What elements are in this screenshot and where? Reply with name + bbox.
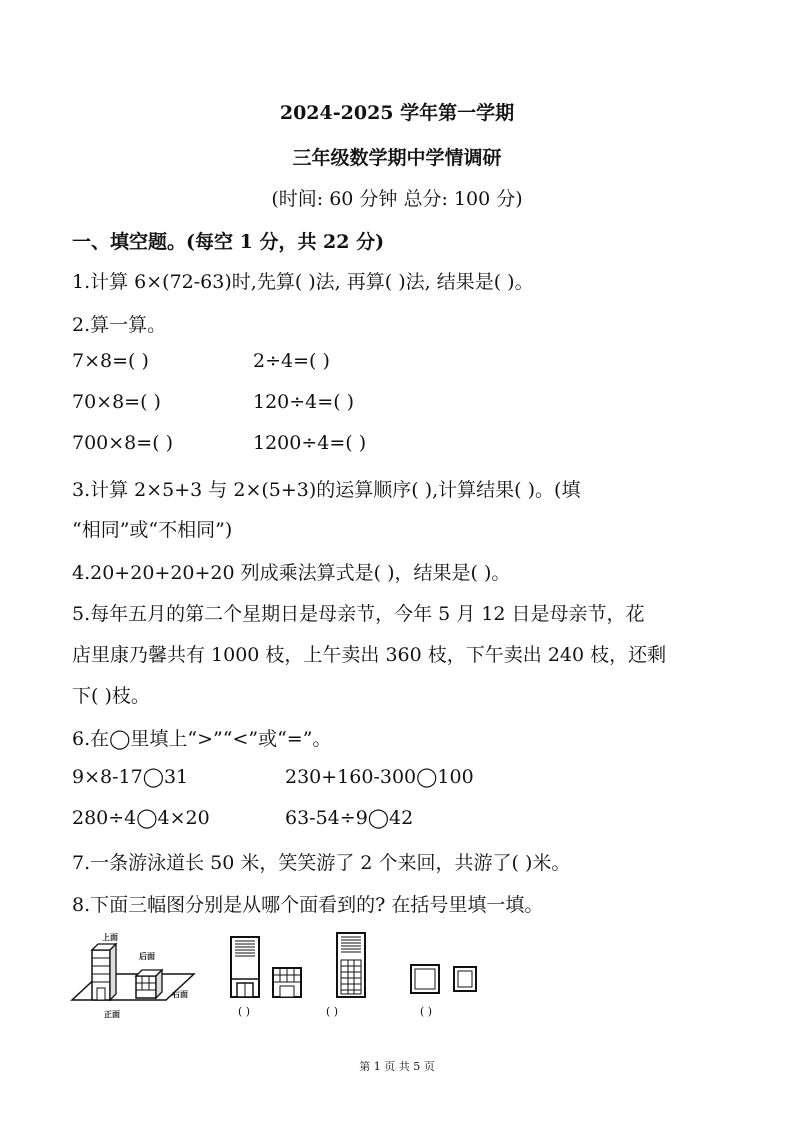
page-number: 第 1 页 共 5 页 (359, 1060, 435, 1073)
view-figure-2 (334, 930, 368, 1000)
question-8: 8.下面三幅图分别是从哪个面看到的? 在括号里填一填。 (72, 894, 544, 916)
exam-time-score: (时间: 60 分钟 总分: 100 分) (271, 188, 523, 210)
view-figure-3 (408, 962, 480, 996)
question-1: 1.计算 6×(72-63)时,先算( )法, 再算( )法, 结果是( )。 (72, 271, 534, 293)
question-4: 4.20+20+20+20 列成乘法算式是( )，结果是( )。 (72, 562, 511, 584)
q2-row-3-right: 1200÷4=( ) (253, 432, 367, 454)
question-7: 7.一条游泳道长 50 米，笑笑游了 2 个来回，共游了( )米。 (72, 852, 571, 874)
question-3-line-1: 3.计算 2×5+3 与 2×(5+3)的运算顺序( ),计算结果( )。(填 (72, 479, 581, 501)
question-6: 6.在◯里填上“>”“<”或“=”。 (72, 728, 332, 750)
label-top-face: 上面 (102, 932, 118, 942)
buildings-scene-figure (70, 928, 200, 1023)
q2-row-1-left: 7×8=( ) (72, 350, 149, 372)
q6-row-1-left: 9×8-17◯31 (72, 766, 189, 788)
exam-title-subject: 三年级数学期中学情调研 (292, 147, 502, 169)
question-5-line-1: 5.每年五月的第二个星期日是母亲节，今年 5 月 12 日是母亲节，花 (72, 603, 645, 625)
view-1-answer-blank: ( ) (238, 1005, 251, 1018)
q2-row-1-right: 2÷4=( ) (253, 350, 330, 372)
question-3-line-2: “相同”或“不相同”) (72, 519, 233, 541)
exam-title-year: 2024-2025 学年第一学期 (279, 102, 515, 124)
question-2: 2.算一算。 (72, 314, 167, 336)
q2-row-3-left: 700×8=( ) (72, 432, 174, 454)
question-5-line-3: 下( )枝。 (72, 685, 150, 707)
q6-row-2-right: 63-54÷9◯42 (285, 807, 414, 829)
section-heading-fill-blanks: 一、填空题。(每空 1 分，共 22 分) (72, 231, 385, 253)
q2-row-2-right: 120÷4=( ) (253, 391, 355, 413)
q6-row-2-left: 280÷4◯4×20 (72, 807, 210, 829)
view-3-answer-blank: ( ) (420, 1005, 433, 1018)
label-right-face: 右面 (172, 989, 188, 999)
q2-row-2-left: 70×8=( ) (72, 391, 161, 413)
question-5-line-2: 店里康乃馨共有 1000 枝，上午卖出 360 枝，下午卖出 240 枝，还剩 (72, 644, 667, 666)
label-back-face: 后面 (139, 951, 155, 961)
view-figure-1 (228, 935, 308, 999)
q6-row-1-right: 230+160-300◯100 (285, 766, 474, 788)
label-front-face: 正面 (104, 1009, 120, 1019)
view-2-answer-blank: ( ) (326, 1005, 339, 1018)
